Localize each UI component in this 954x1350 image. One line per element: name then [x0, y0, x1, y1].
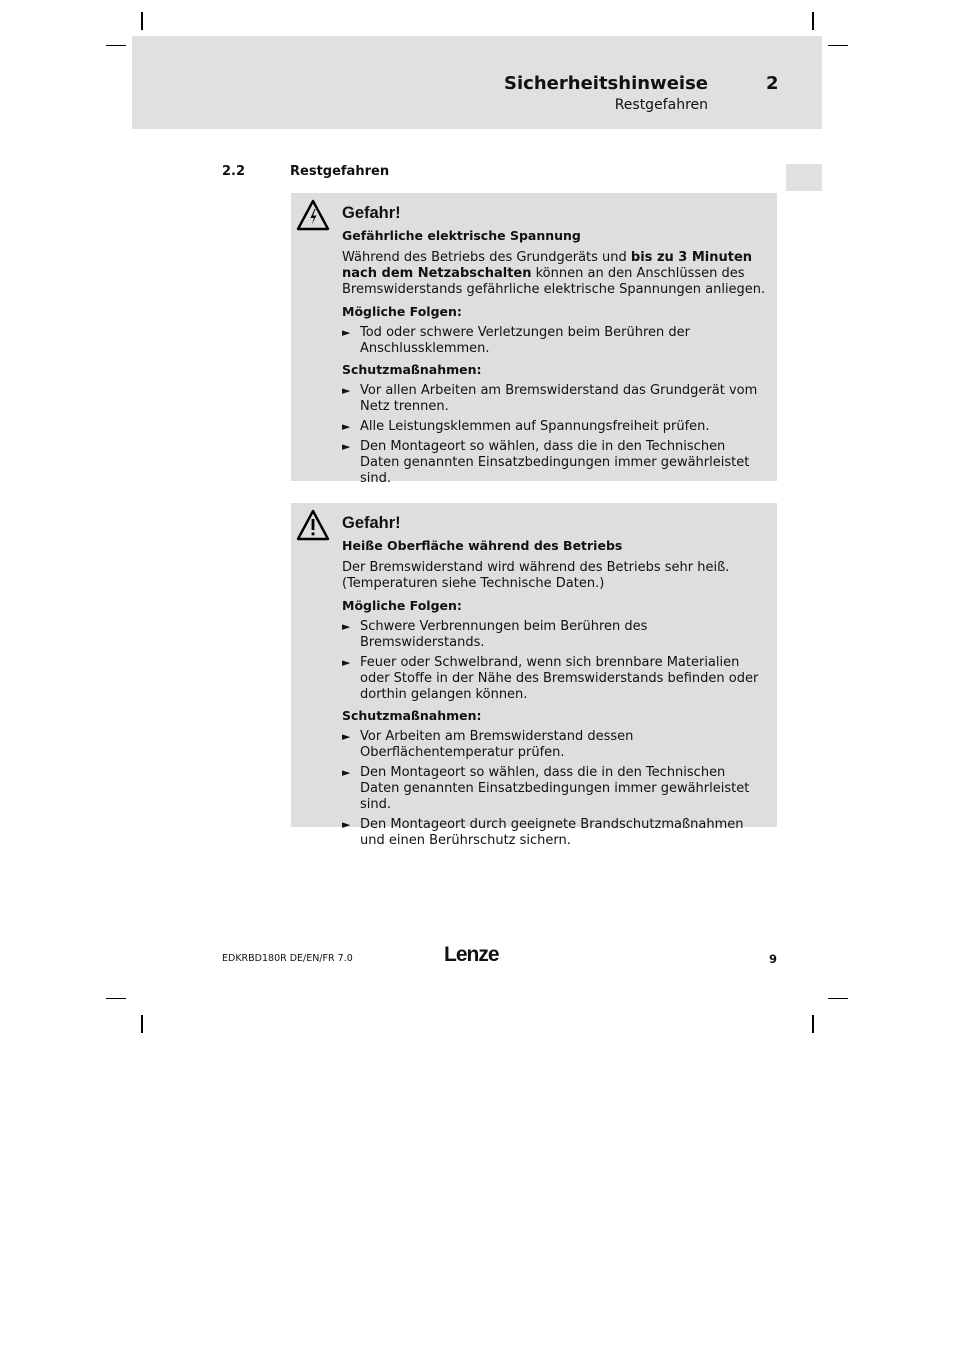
- measures-list: [342, 729, 767, 849]
- crop-mark: [812, 12, 814, 30]
- consequences-label: Mögliche Folgen:: [342, 304, 462, 319]
- bullet-arrow-icon: ►: [342, 766, 351, 779]
- bullet-arrow-icon: ►: [342, 730, 351, 743]
- page-header: [132, 36, 822, 129]
- list-item: ► Feuer oder Schwelbrand, wenn sich brennbare Materialien oder Stoffe in der Nähe des Bremswiderstands befinden oder dorthin gelangen können.: [342, 655, 759, 702]
- warning-subheading: Gefährliche elektrische Spannung: [342, 228, 581, 243]
- bullet-arrow-icon: ►: [342, 440, 351, 453]
- measures-list: [342, 383, 767, 487]
- crop-mark: [141, 1015, 143, 1033]
- page-number: 9: [769, 952, 778, 966]
- crop-mark: [106, 45, 126, 46]
- list-item: ► Den Montageort so wählen, dass die in den Technischen Daten genannten Einsatzbedingungen immer gewährleistet sind.: [342, 439, 750, 486]
- section-number: 2.2: [222, 164, 246, 179]
- list-item: ► Den Montageort so wählen, dass die in den Technischen Daten genannten Einsatzbedingungen immer gewährleistet sind.: [342, 765, 750, 812]
- warning-text-emphasis: bis zu 3 Minuten nach dem Netzabschalten: [342, 250, 753, 281]
- list-item: ► Vor Arbeiten am Bremswiderstand dessen Oberflächentemperatur prüfen.: [342, 729, 634, 760]
- consequences-list: [342, 619, 767, 703]
- list-item: ► Tod oder schwere Verletzungen beim Berühren der Anschlussklemmen.: [342, 325, 691, 356]
- crop-mark: [812, 1015, 814, 1033]
- crop-mark: [828, 45, 848, 46]
- document-code: EDKRBD180R DE/EN/FR 7.0: [222, 953, 353, 964]
- header-subtitle: Restgefahren: [614, 97, 708, 113]
- header-title: Sicherheitshinweise: [504, 73, 708, 94]
- crop-mark: [828, 998, 848, 999]
- chapter-side-tab: [786, 164, 822, 191]
- warning-text: Der Bremswiderstand wird während des Betriebs sehr heiß. (Temperaturen siehe Technische Daten.): [342, 560, 730, 591]
- bullet-arrow-icon: ►: [342, 326, 351, 339]
- warning-text: Während des Betriebs des Grundgeräts und bis zu 3 Minuten nach dem Netzabschalten können an den Anschlüssen des Bremswiderstands gefährliche elektrische Spannungen anliegen.: [342, 250, 766, 297]
- list-item: ► Den Montageort durch geeignete Brandschutzmaßnahmen und einen Berührschutz sichern.: [342, 817, 744, 848]
- warning-box-electric: [291, 193, 777, 486]
- chapter-number: 2: [766, 73, 779, 94]
- bullet-arrow-icon: ►: [342, 420, 351, 433]
- measures-label: Schutzmaßnahmen:: [342, 708, 482, 723]
- bullet-arrow-icon: ►: [342, 384, 351, 397]
- consequences-list: [342, 325, 767, 357]
- crop-mark: [106, 998, 126, 999]
- bullet-arrow-icon: ►: [342, 620, 351, 633]
- lenze-logo: Lenze: [444, 943, 499, 966]
- general-warning-icon: [296, 509, 330, 541]
- consequences-label: Mögliche Folgen:: [342, 598, 462, 613]
- list-item: ► Alle Leistungsklemmen auf Spannungsfreiheit prüfen.: [342, 419, 710, 434]
- crop-mark: [141, 12, 143, 30]
- section-title: Restgefahren: [290, 164, 390, 179]
- warning-heading: Gefahr!: [342, 514, 401, 532]
- warning-subheading: Heiße Oberfläche während des Betriebs: [342, 538, 623, 553]
- bullet-arrow-icon: ►: [342, 818, 351, 831]
- measures-label: Schutzmaßnahmen:: [342, 362, 482, 377]
- list-item: ► Vor allen Arbeiten am Bremswiderstand das Grundgerät vom Netz trennen.: [342, 383, 758, 414]
- bullet-arrow-icon: ►: [342, 656, 351, 669]
- warning-heading: Gefahr!: [342, 204, 401, 222]
- list-item: ► Schwere Verbrennungen beim Berühren des Bremswiderstands.: [342, 619, 648, 650]
- warning-box-hot-surface: [291, 503, 777, 848]
- electric-hazard-icon: [296, 199, 330, 231]
